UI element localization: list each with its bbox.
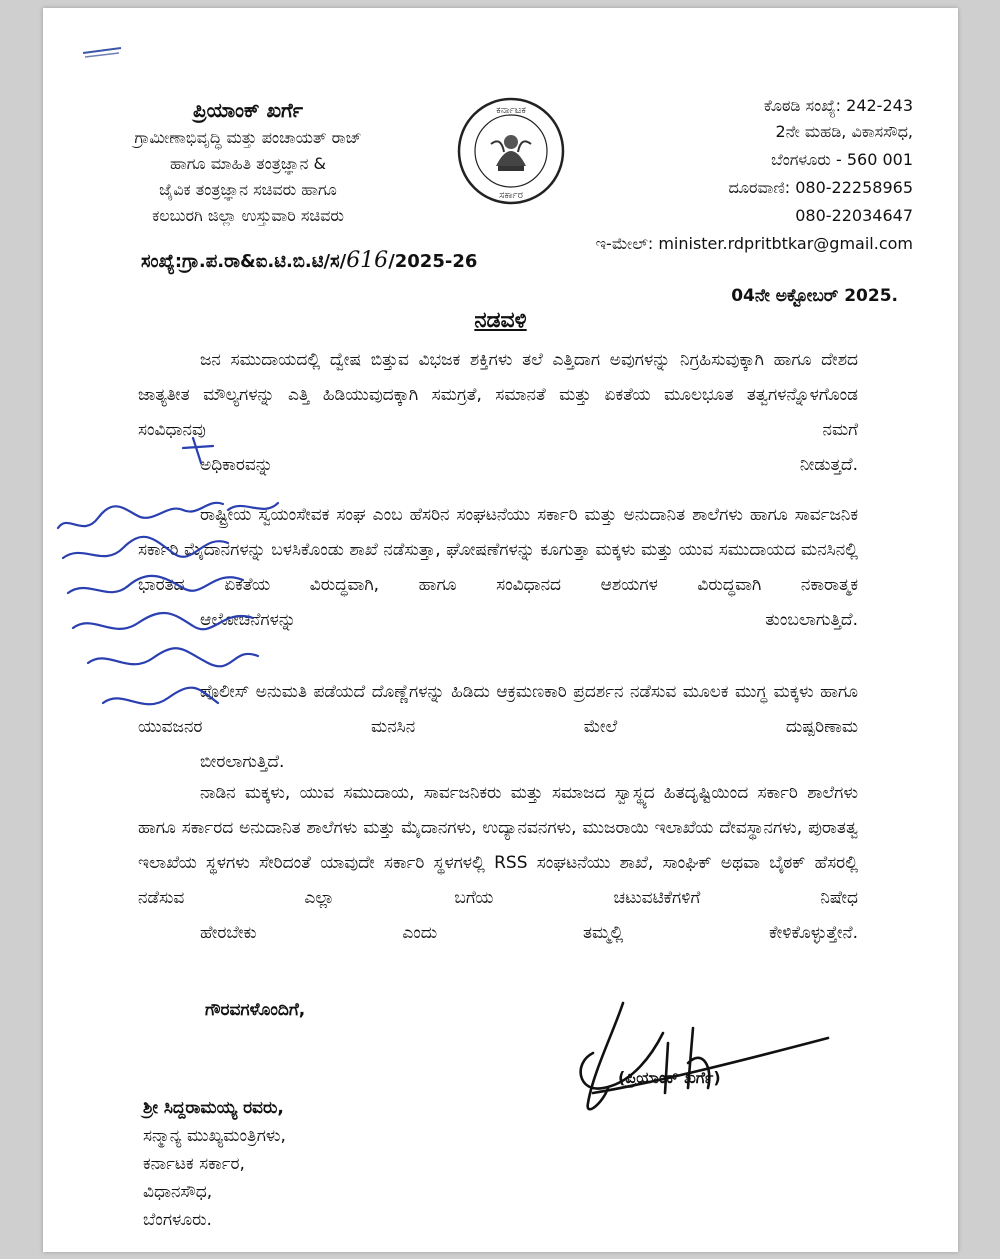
recipient-building: ವಿಧಾನಸೌಧ, xyxy=(143,1182,213,1202)
portfolio-line: ಕಲಬುರಗಿ ಜಿಲ್ಲಾ ಉಸ್ತುವಾರಿ ಸಚಿವರು xyxy=(152,206,344,225)
government-seal-icon xyxy=(456,96,566,206)
closing-salutation: ಗೌರವಗಳೊಂದಿಗೆ, xyxy=(205,1000,306,1020)
minister-name: ಪ್ರಿಯಾಂಕ್ ಖರ್ಗೆ xyxy=(192,98,304,122)
reference-suffix: /2025-26 xyxy=(388,251,478,272)
recipient-title: ಸನ್ಮಾನ್ಯ ಮುಖ್ಯಮಂತ್ರಿಗಳು, xyxy=(143,1126,286,1146)
paragraph-last-line: ಅಧಿಕಾರವನ್ನು ನೀಡುತ್ತದೆ. xyxy=(200,455,858,475)
paper-clip-icon xyxy=(83,46,123,60)
paragraph-last-line: ಬೀರಲಾಗುತ್ತಿದೆ. xyxy=(200,752,285,772)
office-email: ಇ-ಮೇಲ್: minister.rdpritbtkar@gmail.com xyxy=(595,234,913,253)
recipient-city: ಬೆಂಗಳೂರು. xyxy=(143,1210,212,1230)
portfolio-line: ಜೈವಿಕ ತಂತ್ರಜ್ಞಾನ ಸಚಿವರು ಹಾಗೂ xyxy=(159,180,337,199)
body-paragraph xyxy=(138,776,858,951)
paragraph-text: ರಾಷ್ಟ್ರೀಯ ಸ್ವಯಂಸೇವಕ ಸಂಘ ಎಂಬ ಹೆಸರಿನ ಸಂಘಟನೆಯು ಸರ್ಕಾರಿ ಮತ್ತು ಅನುದಾನಿತ ಶಾಲೆಗಳು ಹಾಗೂ ಸಾರ್ವಜನಿಕ ಸರ್ಕಾರಿ ಮೈದಾನಗಳನ್ನು ಬಳಸಿಕೊಂಡು ಶಾಖೆ ನಡೆಸುತ್ತಾ, ಘೋಷಣೆಗಳನ್ನು ಕೂಗುತ್ತಾ ಮಕ್ಕಳು ಮತ್ತು ಯುವ ಸಮುದಾಯದ ಮನಸಿನಲ್ಲಿ ಭಾರತದ ಏಕತೆಯ ವಿರುದ್ಧವಾಗಿ, ಹಾಗೂ ಸಂವಿಧಾನದ ಆಶಯಗಳ ವಿರುದ್ಧವಾಗಿ ನಕಾರಾತ್ಮಕ xyxy=(138,505,858,595)
office-city: ಬೆಂಗಳೂರು - 560 001 xyxy=(771,150,913,169)
recipient-name: ಶ್ರೀ ಸಿದ್ದರಾಮಯ್ಯ ರವರು, xyxy=(143,1098,284,1118)
office-phone-1: ದೂರವಾಣಿ: 080-22258965 xyxy=(728,178,913,197)
paragraph-text: ಪೊಲೀಸ್ ಅನುಮತಿ ಪಡೆಯದೆ ದೊಣ್ಣೆಗಳನ್ನು ಹಿಡಿದು ಆಕ್ರಮಣಕಾರಿ ಪ್ರದರ್ಶನ ನಡೆಸುವ ಮೂಲಕ ಮುಗ್ಧ ಮಕ್ಕಳು ಹಾಗೂ ಯುವಜನರ ಮನಸಿನ ಮೇಲೆ ದುಷ್ಪರಿಣಾಮ xyxy=(138,682,858,737)
paragraph-text: ಜನ ಸಮುದಾಯದಲ್ಲಿ ದ್ವೇಷ ಬಿತ್ತುವ ವಿಭಜಕ ಶಕ್ತಿಗಳು ತಲೆ ಎತ್ತಿದಾಗ ಅವುಗಳನ್ನು ನಿಗ್ರಹಿಸುವುಕ್ಕಾಗಿ ಹಾಗೂ ದೇಶದ ಜಾತ್ಯತೀತ ಮೌಲ್ಯಗಳನ್ನು ಎತ್ತಿ ಹಿಡಿಯುವುದಕ್ಕಾಗಿ ಸಮಗ್ರತೆ, ಸಮಾನತೆ ಮತ್ತು ಏಕತೆಯ ಮೂಲಭೂತ ತತ್ವಗಳನ್ನೊಳಗೊಂಡ ಸಂವಿಧಾನವು ನಮಗೆ xyxy=(138,350,858,440)
letter-date: 04ನೇ ಅಕ್ಟೋಬರ್ 2025. xyxy=(731,286,898,306)
paragraph-text: ನಾಡಿನ ಮಕ್ಕಳು, ಯುವ ಸಮುದಾಯ, ಸಾರ್ವಜನಿಕರು ಮತ್ತು ಸಮಾಜದ ಸ್ವಾಸ್ಥ್ಯದ ಹಿತದೃಷ್ಟಿಯಿಂದ ಸರ್ಕಾರಿ ಶಾಲೆಗಳು ಹಾಗೂ ಸರ್ಕಾರದ ಅನುದಾನಿತ ಶಾಲೆಗಳು ಮತ್ತು ಮೈದಾನಗಳು, ಉದ್ಯಾನವನಗಳು, ಮುಜರಾಯಿ ಇಲಾಖೆಯ ದೇವಸ್ಥಾನಗಳು, ಪುರಾತತ್ವ ಇಲಾಖೆಯ ಸ್ಥಳಗಳು ಸೇರಿದಂತೆ ಯಾವುದೇ ಸರ್ಕಾರಿ ಸ್ಥಳಗಳಲ್ಲಿ RSS ಸಂಘಟನೆಯು ಶಾಖೆ, ಸಾಂಘಿಕ್ ಅಥವಾ ಬೈಠಕ್ ಹೆಸರಲ್ಲಿ ನಡೆಸುವ ಎಲ್ಲಾ ಬಗೆಯ ಚಟುವಟಿಕೆಗಳಿಗೆ ನಿಷೇಧ xyxy=(138,783,858,908)
office-phone-2: 080-22034647 xyxy=(795,206,913,225)
reference-number xyxy=(141,248,477,273)
paragraph-last-line: ಹೇರಬೇಕು ಎಂದು ತಮ್ಮಲ್ಲಿ ಕೇಳಿಕೊಳ್ಳುತ್ತೇನೆ. xyxy=(200,923,858,943)
handwritten-margin-note xyxy=(43,418,333,748)
reference-handwritten-number: 616 xyxy=(346,248,389,273)
recipient-government: ಕರ್ನಾಟಕ ಸರ್ಕಾರ, xyxy=(143,1154,245,1174)
seal-bottom-text: ಸರ್ಕಾರ xyxy=(499,190,523,201)
office-floor: 2ನೇ ಮಹಡಿ, ವಿಕಾಸಸೌಧ, xyxy=(775,122,913,141)
letter-page xyxy=(43,8,958,1252)
signatory-name: (ಪ್ರಿಯಾಂಕ್ ಖರ್ಗೆ) xyxy=(618,1068,721,1087)
signature xyxy=(533,993,833,1133)
portfolio-line: ಹಾಗೂ ಮಾಹಿತಿ ತಂತ್ರಜ್ಞಾನ & xyxy=(170,154,326,173)
document-title: ನಡವಳಿ xyxy=(474,308,527,333)
office-room: ಕೊಠಡಿ ಸಂಖ್ಯೆ: 242-243 xyxy=(763,96,913,115)
seal-top-text: ಕರ್ನಾಟಕ xyxy=(496,105,526,116)
paragraph-last-line: ಆಲೋಚನೆಗಳನ್ನು ತುಂಬಲಾಗುತ್ತಿದೆ. xyxy=(200,610,858,630)
reference-prefix: ಸಂಖ್ಯೆ:ಗ್ರಾ.ಪ.ರಾ&ಐ.ಟಿ.ಬಿ.ಟಿ/ಸ/ xyxy=(141,251,347,272)
portfolio-line: ಗ್ರಾಮೀಣಾಭಿವೃದ್ಧಿ ಮತ್ತು ಪಂಚಾಯತ್ ರಾಜ್ xyxy=(134,128,362,147)
